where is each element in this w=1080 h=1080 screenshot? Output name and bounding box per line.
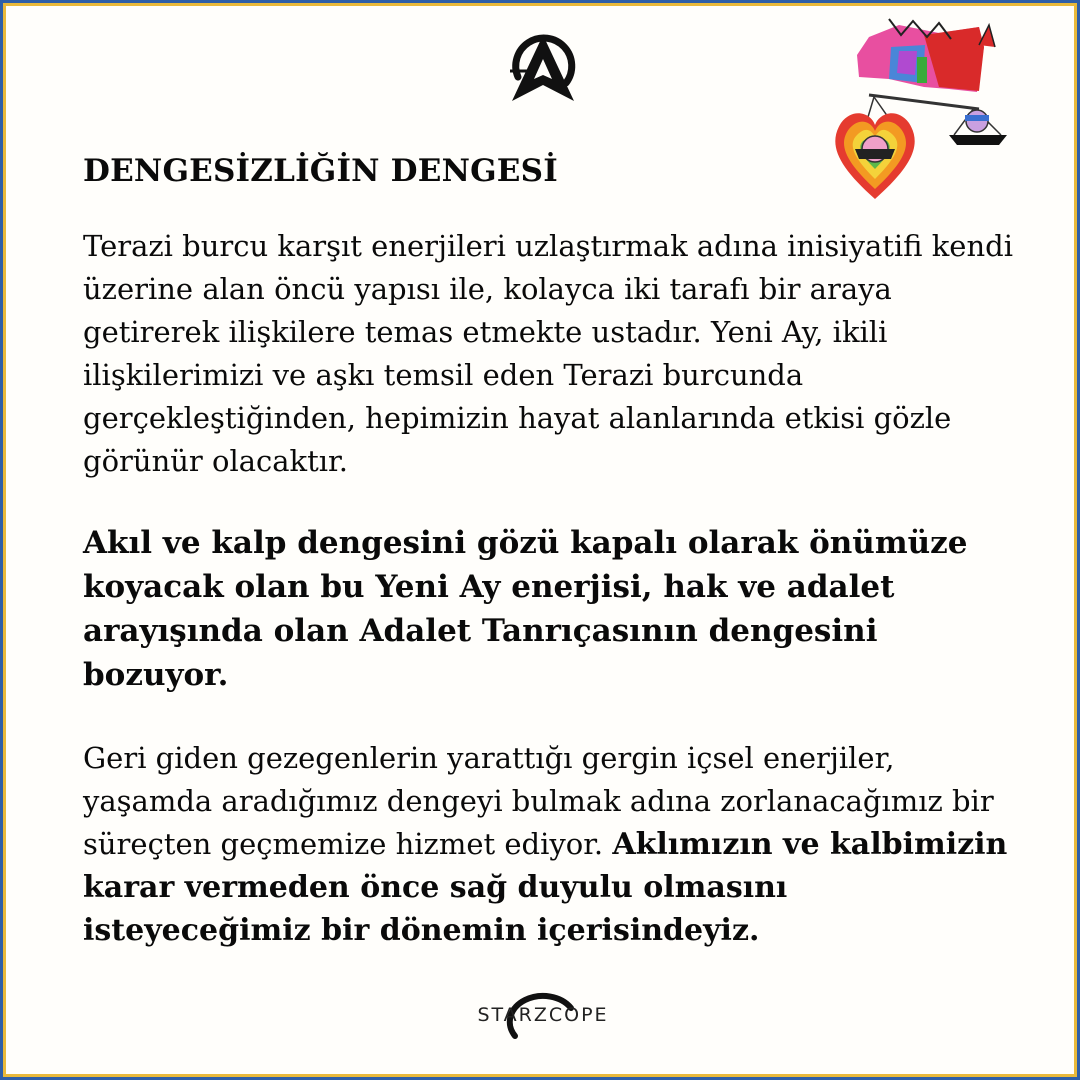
paragraph-emphasis: Akıl ve kalp dengesini gözü kapalı olarak önümüze koyacak olan bu Yeni Ay enerjisi, hak ve adalet arayışında olan Adalet Tanrıçasının dengesini bozuyor. xyxy=(83,525,968,693)
article-body xyxy=(83,151,1023,952)
paragraph-closing xyxy=(83,737,1023,952)
brand-name: STARZCOPE xyxy=(477,1004,609,1026)
star-circle-logo-icon xyxy=(506,31,580,105)
article-title: DENGESİZLİĞİN DENGESİ xyxy=(83,153,558,189)
paragraph-intro: Terazi burcu karşıt enerjileri uzlaştırmak adına inisiyatifi kendi üzerine alan öncü yapısı ile, kolayca iki tarafı bir araya getirerek ilişkilere temas etmekte ustadır. Yeni Ay, ikili ilişkilerimizi ve aşkı temsil eden Terazi burcunda gerçekleştiğinden, hepimizin hayat alanlarında etkisi gözle görünür olacaktır. xyxy=(83,229,1013,478)
paragraph-closing-bold: Aklımızın ve kalbimizin karar vermeden önce sağ duyulu olmasını isteyeceğimiz bir dönemin içerisindeyiz. xyxy=(83,827,1008,948)
paragraph-closing-regular: Geri giden gezegenlerin yarattığı gergin içsel enerjiler, yaşamda aradığımız dengeyi bulmak adına zorlanacağımız bir süreçten geçmemize hizmet ediyor. xyxy=(83,741,994,861)
starzcope-wordmark xyxy=(463,988,623,1048)
